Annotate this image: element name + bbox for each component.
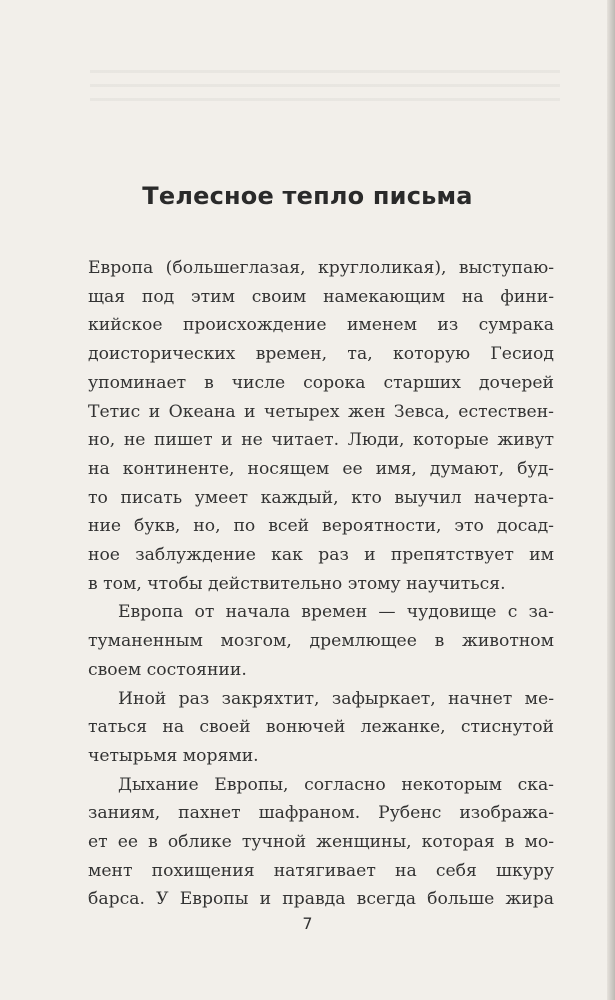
text-line: заниям, пахнет шафраном. Рубенс изобража- bbox=[88, 803, 554, 824]
text-line: туманенным мозгом, дремлющее в животном bbox=[88, 631, 554, 652]
text-line: Тетис и Океана и четырех жен Зевса, естествен- bbox=[88, 401, 554, 422]
paragraph bbox=[88, 771, 554, 915]
text-line: доисторических времен, та, которую Гесиод bbox=[88, 344, 554, 365]
page-number: 7 bbox=[302, 914, 313, 933]
text-line: Европа (большеглазая, круглоликая), выступаю- bbox=[88, 258, 554, 278]
text-line: ное заблуждение как раз и препятствует им bbox=[88, 545, 554, 566]
text-line: щая под этим своим намекающим на фини- bbox=[88, 286, 554, 307]
text-line: мент похищения натягивает на себя шкуру bbox=[88, 860, 554, 881]
paragraph bbox=[88, 598, 554, 684]
text-line: Дыхание Европы, согласно некоторым ска- bbox=[118, 774, 554, 795]
bleed-through-text bbox=[90, 70, 560, 110]
text-line: кийское происхождение именем из сумрака bbox=[88, 315, 554, 336]
text-line: упоминает в числе сорока старших дочерей bbox=[88, 372, 554, 393]
text-line: Иной раз закряхтит, зафыркает, начнет ме- bbox=[118, 688, 554, 709]
paragraph bbox=[88, 685, 554, 771]
page-edge bbox=[607, 0, 615, 1000]
paragraph bbox=[88, 254, 554, 598]
text-line: то писать умеет каждый, кто выучил начерта- bbox=[88, 487, 554, 508]
text-line: ние букв, но, по всей вероятности, это досад- bbox=[88, 516, 554, 537]
text-line: своем состоянии. bbox=[88, 659, 247, 680]
text-line: но, не пишет и не читает. Люди, которые живут bbox=[88, 430, 554, 451]
text-line: на континенте, носящем ее имя, думают, буд- bbox=[88, 458, 554, 479]
text-line: таться на своей вонючей лежанке, стиснутой bbox=[88, 717, 554, 738]
text-line: в том, чтобы действительно этому научиться. bbox=[88, 573, 506, 594]
text-line: четырьмя морями. bbox=[88, 745, 259, 766]
body-text bbox=[88, 254, 554, 914]
chapter-title: Телесное тепло письма bbox=[142, 182, 473, 210]
text-line: барса. У Европы и правда всегда больше жира bbox=[88, 889, 554, 910]
text-line: ет ее в облике тучной женщины, которая в мо- bbox=[88, 832, 554, 853]
text-line: Европа от начала времен — чудовище с за- bbox=[118, 602, 554, 623]
